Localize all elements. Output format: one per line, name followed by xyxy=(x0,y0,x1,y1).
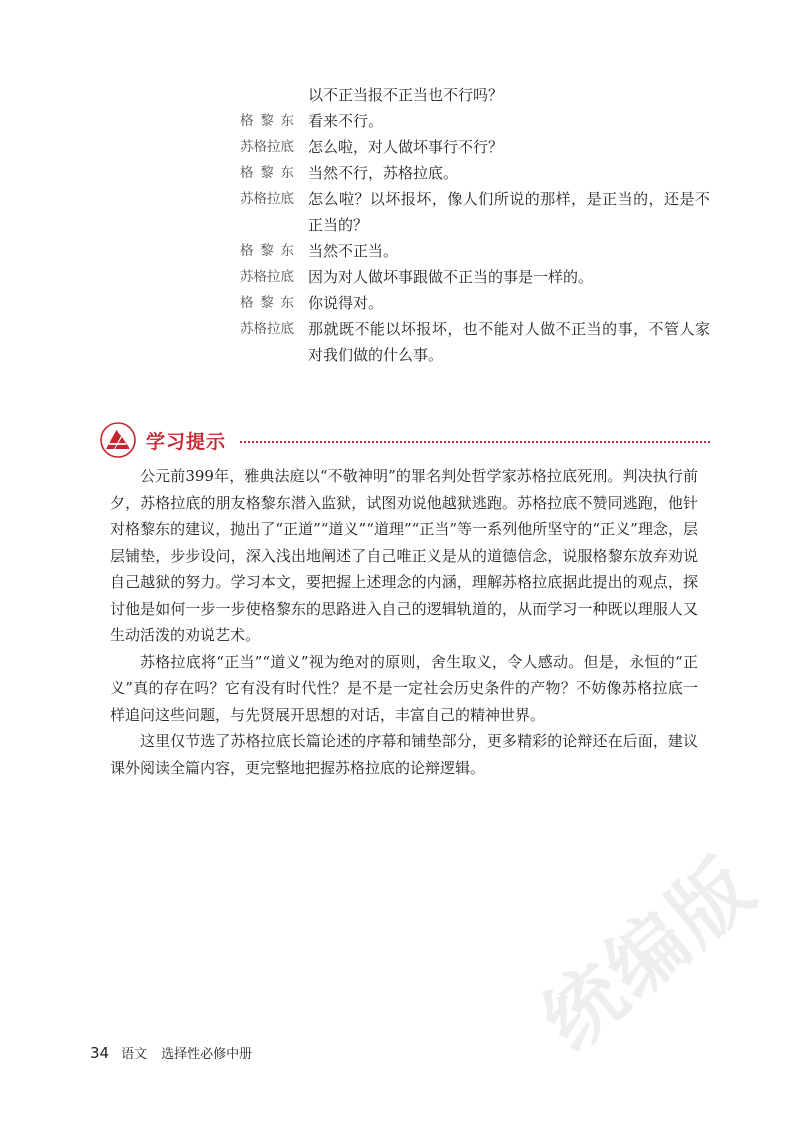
utterance: 当然不正当。 xyxy=(308,242,399,260)
dialogue-line xyxy=(240,134,710,160)
speaker-name: 苏格拉底 xyxy=(240,269,294,285)
dotted-divider xyxy=(240,441,710,443)
utterance: 当然不行，苏格拉底。 xyxy=(308,164,459,182)
speaker-name: 格黎东 xyxy=(240,165,294,181)
utterance: 看来不行。 xyxy=(308,112,384,130)
speaker-name: 格黎东 xyxy=(240,295,294,311)
subject-label: 语文 xyxy=(121,1047,148,1062)
dialogue-line xyxy=(240,160,710,186)
utterance: 怎么啦？以坏报坏，像人们所说的那样，是正当的，还是不正当的？ xyxy=(308,190,710,234)
dialogue-line xyxy=(240,264,710,290)
utterance: 怎么啦，对人做坏事行不行？ xyxy=(308,138,504,156)
dialogue-line xyxy=(240,82,710,108)
page-number: 34 xyxy=(90,1044,110,1062)
tips-paragraph: 公元前399年，雅典法庭以“不敬神明”的罪名判处哲学家苏格拉底死刑。判决执行前夕，苏格拉底的朋友格黎东潜入监狱，试图劝说他越狱逃跑。苏格拉底不赞同逃跑，他针对格黎东的建议，抛出了“正道”“道义”“道理”“正当”等一系列他所坚守的“正义”理念，层层铺垫，步步设问，深入浅出地阐述了自己唯正义是从的道德信念，说服格黎东放弃劝说自己越狱的努力。学习本文，要把握上述理念的内涵，理解苏格拉底据此提出的观点，探讨他是如何一步一步使格黎东的思路进入自己的逻辑轨道的，从而学习一种既以理服人又生动活泼的劝说艺术。 xyxy=(110,467,698,644)
utterance: 以不正当报不正当也不行吗？ xyxy=(308,86,504,104)
dialogue-line xyxy=(240,186,710,238)
edition-watermark: 统编版 xyxy=(526,840,773,1068)
tips-paragraph: 苏格拉底将“正当”“道义”视为绝对的原则，舍生取义，令人感动。但是，永恒的“正义”真的存在吗？它有没有时代性？是不是一定社会历史条件的产物？不妨像苏格拉底一样追问这些问题，与先贤展开思想的对话，丰富自己的精神世界。 xyxy=(110,652,698,724)
section-title: 学习提示 xyxy=(146,430,227,453)
dialogue-line xyxy=(240,290,710,316)
book-label: 选择性必修中册 xyxy=(161,1047,253,1062)
speaker-name: 苏格拉底 xyxy=(240,191,294,207)
study-tips-header xyxy=(100,422,710,458)
speaker-name: 苏格拉底 xyxy=(240,139,294,155)
study-tips-logo-icon xyxy=(100,422,136,458)
dialogue-line xyxy=(240,316,710,368)
utterance: 你说得对。 xyxy=(308,294,384,312)
tips-paragraph: 这里仅节选了苏格拉底长篇论述的序幕和铺垫部分，更多精彩的论辩还在后面，建议课外阅读全篇内容，更完整地把握苏格拉底的论辩逻辑。 xyxy=(110,732,698,777)
study-tips-body xyxy=(110,463,698,781)
dialogue-line xyxy=(240,108,710,134)
speaker-name: 格黎东 xyxy=(240,243,294,259)
speaker-name: 格黎东 xyxy=(240,113,294,129)
utterance: 因为对人做坏事跟做不正当的事是一样的。 xyxy=(308,268,594,286)
dialogue-line xyxy=(240,238,710,264)
utterance: 那就既不能以坏报坏，也不能对人做不正当的事，不管人家对我们做的什么事。 xyxy=(308,320,710,364)
page-footer xyxy=(90,1043,252,1062)
speaker-name: 苏格拉底 xyxy=(240,321,294,337)
dialogue-block xyxy=(240,82,710,368)
